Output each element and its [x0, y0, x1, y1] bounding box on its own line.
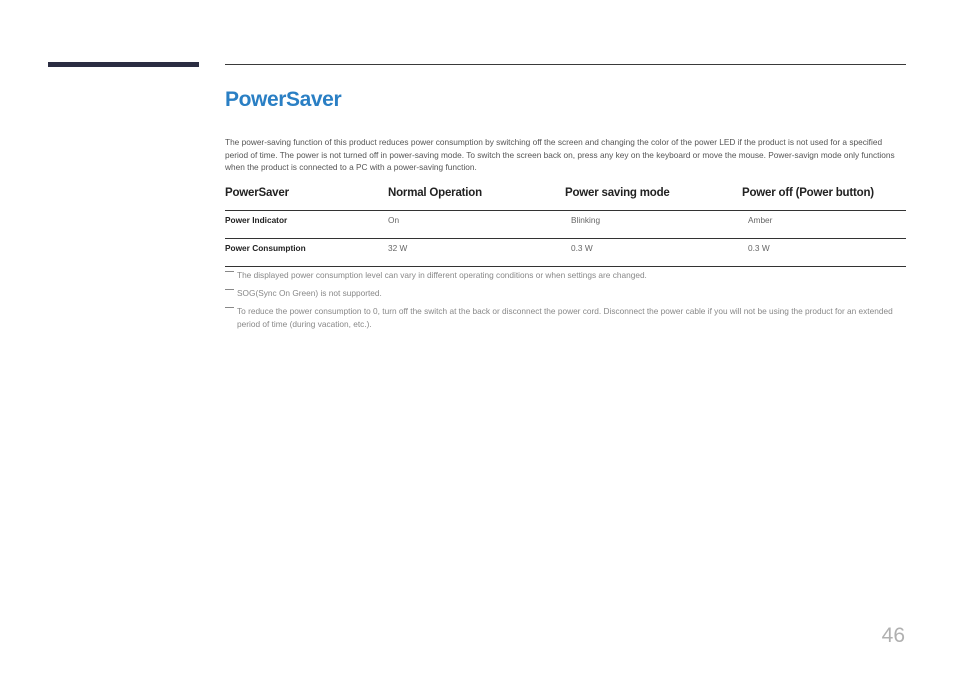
header-power-off: Power off (Power button): [742, 187, 874, 199]
cell-indicator-saving: Blinking: [571, 215, 601, 225]
note-text: SOG(Sync On Green) is not supported.: [237, 288, 382, 299]
table-row: [225, 211, 906, 239]
table-row: [225, 239, 906, 267]
note-text: To reduce the power consumption to 0, turn off the switch at the back or disconnect the power cord. Disconnect the power cable if you will not be using the product for an extended period of time (during vacation, etc.).: [237, 306, 893, 329]
powersaver-table: [225, 182, 906, 267]
note-item: [225, 305, 906, 330]
note-dash-icon: [225, 289, 234, 290]
note-text: The displayed power consumption level can vary in different operating conditions or when settings are changed.: [237, 270, 647, 280]
cell-consumption-normal: 32 W: [388, 243, 408, 253]
header-normal-operation: Normal Operation: [388, 187, 482, 199]
cell-consumption-off: 0.3 W: [748, 243, 770, 253]
note-dash-icon: [225, 307, 234, 308]
header-power-saving-mode: Power saving mode: [565, 187, 670, 199]
row-label-power-indicator: Power Indicator: [225, 215, 288, 225]
notes-list: [225, 269, 906, 336]
cell-indicator-normal: On: [388, 215, 400, 225]
note-item: [225, 287, 906, 300]
intro-paragraph: The power-saving function of this product reduces power consumption by switching off the screen and changing the color of the power LED if the product is not used for a specified period of time. The power is not turned off in power-saving mode. To switch the screen back on, press any key on the keyboard or move the mouse. Power-savign mode only functions when the product is connected to a PC with a power-saving function.: [225, 137, 895, 173]
section-marker-bar: [48, 62, 199, 67]
header-powersaver: PowerSaver: [225, 187, 289, 199]
table-header-row: [225, 182, 906, 211]
note-item: [225, 269, 906, 282]
note-dash-icon: [225, 271, 234, 272]
row-label-power-consumption: Power Consumption: [225, 243, 306, 253]
cell-consumption-saving: 0.3 W: [571, 243, 593, 253]
page-number: 46: [881, 624, 905, 647]
cell-indicator-off: Amber: [748, 215, 773, 225]
page-title: PowerSaver: [225, 88, 342, 111]
header-rule: [225, 64, 906, 65]
